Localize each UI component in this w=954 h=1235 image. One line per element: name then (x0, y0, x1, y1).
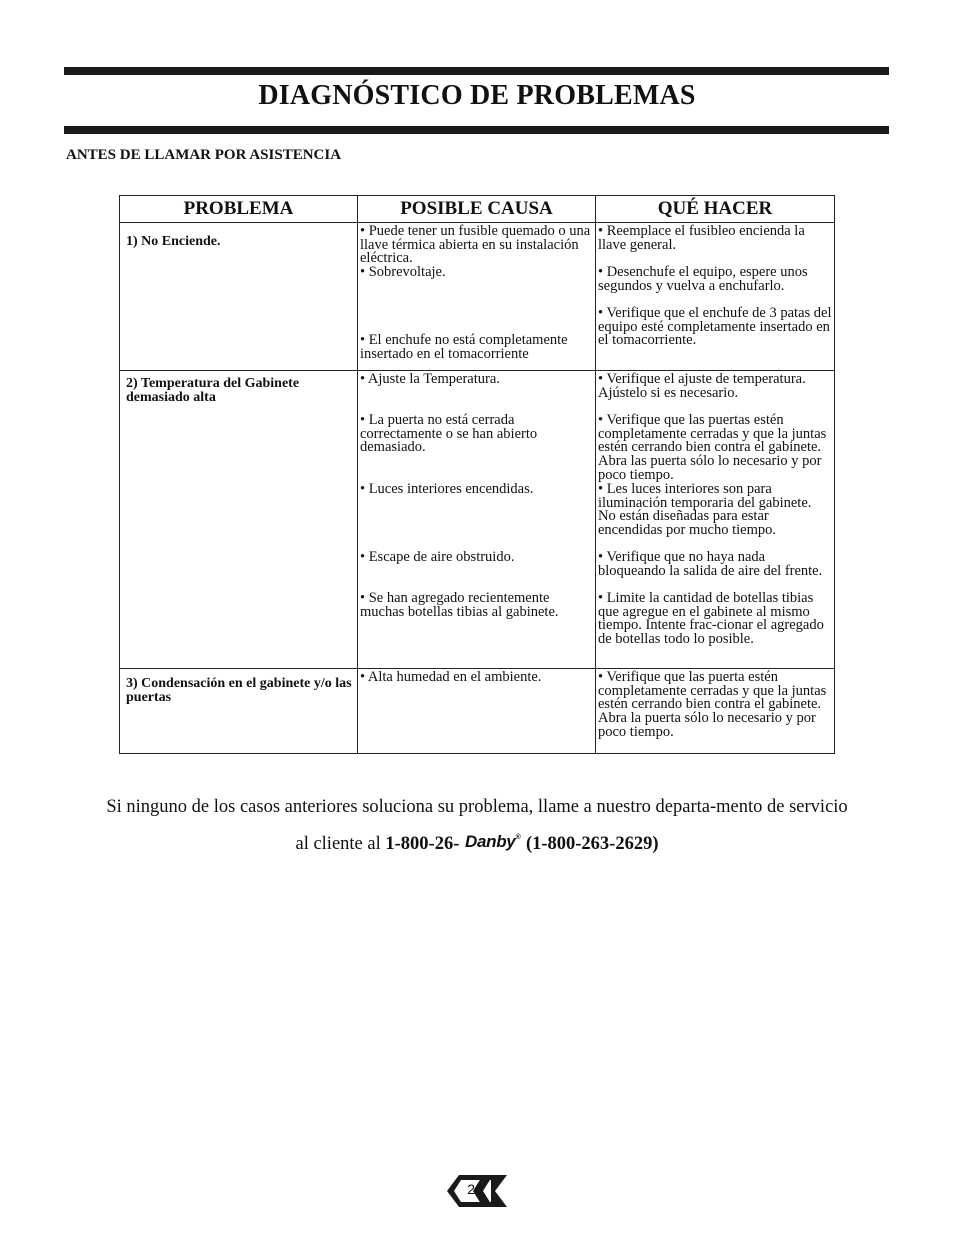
page-title: DIAGNÓSTICO DE PROBLEMAS (258, 80, 696, 111)
action-item: • Verifique que el enchufe de 3 patas del equipo esté completamente insertado en el tomacorriente. (598, 305, 832, 349)
top-rule (64, 67, 889, 75)
cause-cell (358, 669, 596, 754)
cause-item: • Alta humedad en el ambiente. (360, 669, 542, 685)
table-row (120, 669, 835, 754)
phone-prefix: 1-800-26- (385, 834, 460, 854)
action-item: • Verifique que no haya nada bloqueando la salida de aire del frente. (598, 549, 823, 579)
action-item: • Verifique el ajuste de temperatura. Ajústelo si es necesario. (598, 371, 806, 401)
action-item: • Limite la cantidad de botellas tibias que agregue en el gabinete al mismo tiempo. Intente frac-cionar el agregado de botellas todo lo posible. (598, 590, 824, 648)
header-cause: POSIBLE CAUSA (358, 196, 596, 223)
action-cell (596, 223, 835, 371)
problem-cell (120, 223, 358, 371)
action-item: • Les luces interiores son para iluminación temporaria del gabinete. No están diseñadas para estar encendidas por mucho tiempo. (598, 481, 812, 539)
action-cell (596, 371, 835, 669)
cause-item: • El enchufe no está completamente insertado en el tomacorriente (360, 332, 568, 362)
problem-label: 1) No Enciende. (126, 234, 221, 249)
cause-item: • La puerta no está cerrada correctamente o se han abierto demasiado. (360, 412, 538, 456)
cause-item: • Escape de aire obstruido. (360, 549, 515, 565)
table-header-row (120, 196, 835, 223)
registered-mark: ® (515, 834, 521, 841)
header-action: QUÉ HACER (596, 196, 835, 223)
problem-cell (120, 371, 358, 669)
cause-item: • Luces interiores encendidas. (360, 481, 534, 497)
cause-item: • Se han agregado recientemente muchas botellas tibias al gabinete. (360, 590, 559, 620)
cause-cell (358, 223, 596, 371)
page-number: 26 (467, 1181, 483, 1197)
action-item: • Verifique que las puertas estén completamente cerradas y que la juntas estén cerrando bien contra el gabinete. Abra las puerta sólo lo necesario y por poco tiempo. (598, 412, 827, 483)
section-heading: ANTES DE LLAMAR POR ASISTENCIA (66, 147, 342, 163)
footer-text: Si ninguno de los casos anteriores soluciona su problema, llame a nuestro departa-mento de servicio (106, 797, 848, 817)
cause-item: • Ajuste la Temperatura. (360, 371, 500, 387)
problem-cell (120, 669, 358, 754)
troubleshooting-table (119, 195, 835, 754)
action-cell (596, 669, 835, 754)
footer-prefix: al cliente al (295, 834, 386, 854)
action-item: • Reemplace el fusibleo encienda la llave general. (598, 223, 805, 253)
table-row (120, 223, 835, 371)
bottom-rule (64, 126, 889, 134)
danby-logo (465, 832, 520, 852)
action-item: • Desenchufe el equipo, espere unos segundos y vuelva a enchufarlo. (598, 264, 808, 294)
cause-item: • Puede tener un fusible quemado o una llave térmica abierta en su instalación eléctrica. (360, 223, 591, 267)
action-item: • Verifique que las puerta estén completamente cerradas y que la juntas estén cerrando bien contra el gabinete. Abra la puerta sólo lo necesario y por poco tiempo. (598, 669, 827, 740)
cause-item: • Sobrevoltaje. (360, 264, 446, 280)
problem-label: 2) Temperatura del Gabinete demasiado alta (126, 376, 300, 405)
header-problem: PROBLEMA (120, 196, 358, 223)
problem-label: 3) Condensación en el gabinete y/o las puertas (126, 676, 352, 705)
cause-cell (358, 371, 596, 669)
brand-name: Danby (464, 832, 516, 851)
footer-contact-line (0, 832, 954, 855)
table-row (120, 371, 835, 669)
phone-number: (1-800-263-2629) (525, 834, 659, 854)
